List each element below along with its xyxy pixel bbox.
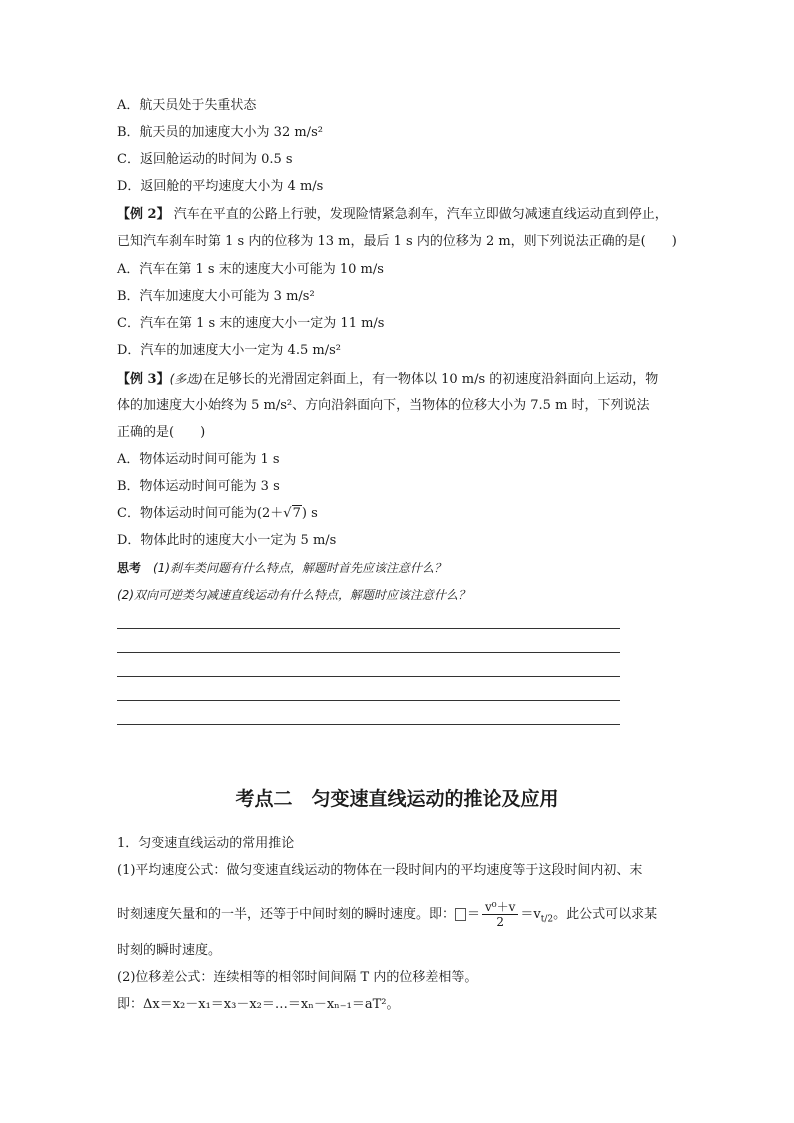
example-2-stem-line2: 已知汽车刹车时第 1 s 内的位移为 13 m，最后 1 s 内的位移为 2 m，则下列说法正确的是( ) xyxy=(117,234,677,249)
think-question-2: (2)双向可逆类匀减速直线运动有什么特点，解题时应该注意什么？ xyxy=(117,588,471,602)
formula-suffix: 。此公式可以求某 xyxy=(553,907,658,922)
fraction-numerator: v⁰＋v xyxy=(482,900,518,915)
q1-option-d: D．返回舱的平均速度大小为 4 m/s xyxy=(117,179,324,194)
example-3-text: 在足够长的光滑固定斜面上，有一物体以 10 m/s 的初速度沿斜面向上运动，物 xyxy=(202,372,659,387)
think-label: 思考 xyxy=(117,561,142,575)
example-3-stem-line2: 体的加速度大小始终为 5 m/s²、方向沿斜面向下，当物体的位移大小为 7.5 m 时，下列说法 xyxy=(117,398,650,413)
think-question-1 xyxy=(117,559,446,577)
example-3-tag: 【例 3】 xyxy=(117,372,170,387)
average-velocity-symbol-icon xyxy=(455,908,466,921)
answer-line-4[interactable] xyxy=(117,700,620,701)
q1-option-b: B．航天员的加速度大小为 32 m/s² xyxy=(117,125,323,140)
example-2-tag: 【例 2】 xyxy=(117,207,170,222)
section-title: 考点二 匀变速直线运动的推论及应用 xyxy=(235,788,559,810)
example-2-stem-line1 xyxy=(117,206,668,224)
example-3-option-b: B．物体运动时间可能为 3 s xyxy=(117,479,280,494)
average-velocity-line2 xyxy=(117,900,657,929)
example-2-text: 汽车在平直的公路上行驶，发现险情紧急刹车，汽车立即做匀减速直线运动直到停止， xyxy=(169,207,668,222)
formula-intro: 时刻速度矢量和的一半，还等于中间时刻的瞬时速度。即： xyxy=(117,907,456,922)
example-2-option-d: D．汽车的加速度大小一定为 4.5 m/s² xyxy=(117,343,341,358)
think-q1-text: (1)刹车类问题有什么特点，解题时首先应该注意什么？ xyxy=(141,561,447,575)
subsection-title: 1．匀变速直线运动的常用推论 xyxy=(117,836,295,851)
formula-v: ＝v xyxy=(520,907,541,922)
example-2-option-a: A．汽车在第 1 s 末的速度大小可能为 10 m/s xyxy=(117,262,384,277)
average-velocity-line1: (1)平均速度公式：做匀变速直线运动的物体在一段时间内的平均速度等于这段时间内初、末 xyxy=(117,863,643,878)
q1-option-a: A．航天员处于失重状态 xyxy=(117,98,257,113)
example-2-option-c: C．汽车在第 1 s 末的速度大小一定为 11 m/s xyxy=(117,316,385,331)
average-velocity-line3: 时刻的瞬时速度。 xyxy=(117,943,222,958)
example-3-stem-line3: 正确的是( ) xyxy=(117,425,206,440)
displacement-diff-line1: (2)位移差公式：连续相等的相邻时间间隔 T 内的位移差相等。 xyxy=(117,970,478,985)
fraction-denominator: 2 xyxy=(496,915,505,929)
example-3-stem-line1 xyxy=(117,370,658,389)
sqrt-symbol: √7 xyxy=(283,506,301,521)
example-3-multi-tag: (多选) xyxy=(169,372,203,386)
answer-line-2[interactable] xyxy=(117,652,620,653)
displacement-diff-line2: 即：Δx＝x₂－x₁＝x₃－x₂＝…＝xₙ－xₙ₋₁＝aT²。 xyxy=(117,997,400,1012)
answer-line-5[interactable] xyxy=(117,724,620,725)
answer-line-3[interactable] xyxy=(117,676,620,677)
example-3-option-a: A．物体运动时间可能为 1 s xyxy=(117,452,280,467)
formula-subscript: t/2 xyxy=(540,914,554,925)
example-2-option-b: B．汽车加速度大小可能为 3 m/s² xyxy=(117,289,315,304)
option-c-suffix: ) s xyxy=(301,506,318,521)
q1-option-c: C．返回舱运动的时间为 0.5 s xyxy=(117,152,293,167)
answer-line-1[interactable] xyxy=(117,628,620,629)
example-3-option-c xyxy=(117,505,318,523)
equals: ＝ xyxy=(467,907,481,922)
option-c-prefix: C．物体运动时间可能为(2＋ xyxy=(117,506,284,521)
example-3-option-d: D．物体此时的速度大小一定为 5 m/s xyxy=(117,533,337,548)
velocity-fraction xyxy=(482,900,518,929)
sqrt-radicand: 7 xyxy=(292,506,301,521)
